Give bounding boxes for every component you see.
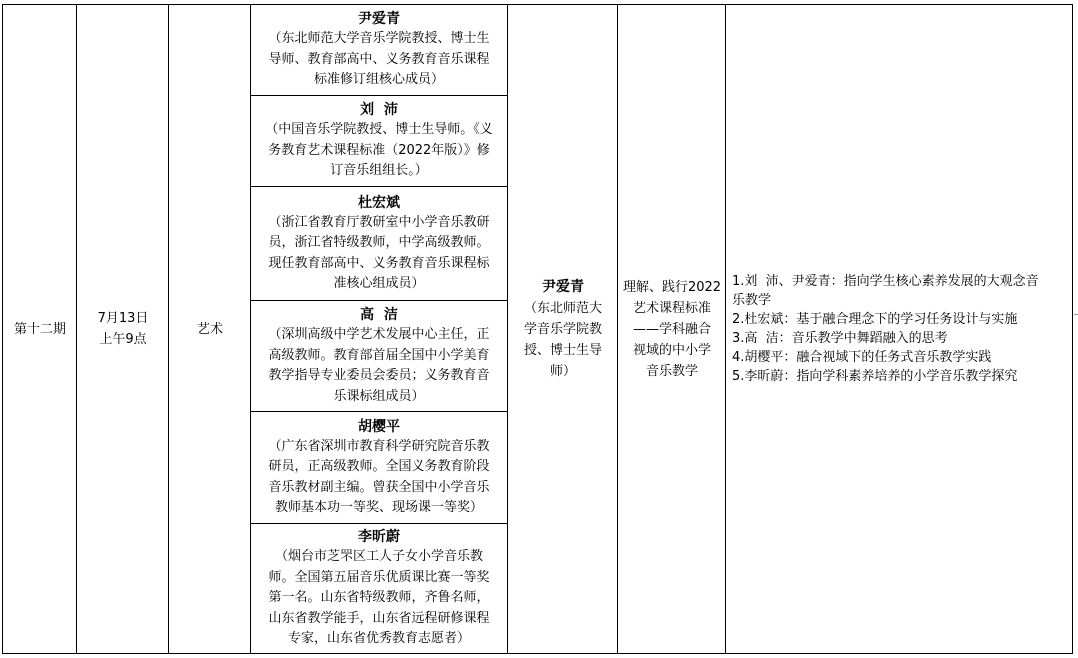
- expert-entry: [250, 96, 508, 187]
- topics-list: [732, 272, 1039, 386]
- host-desc-line: 授、博士生导: [523, 342, 602, 358]
- expert-desc-line: （浙江省教育厅教研室中小学音乐教研: [268, 214, 490, 230]
- expert-desc-line: 员，浙江省特级教师，中学高级教师。: [268, 235, 490, 250]
- host-name: 尹爱青: [541, 278, 584, 295]
- expert-desc-line: 准核心组成员）: [333, 276, 425, 291]
- host-cell: [507, 4, 618, 654]
- subject-label: 艺术: [196, 321, 223, 337]
- theme-line: 音乐教学: [645, 363, 698, 379]
- schedule-table: [2, 4, 1073, 654]
- experts-column: [250, 4, 508, 654]
- expert-desc-line: 专家，山东省优秀教育志愿者）: [287, 631, 470, 647]
- expert-entry: [250, 187, 508, 301]
- expert-desc-line: 订音乐组组长。）: [330, 163, 428, 179]
- subject-cell: [168, 4, 251, 654]
- expert-entry: [250, 524, 508, 654]
- theme-line: ——学科融合: [632, 321, 711, 337]
- expert-desc-line: 研员，正高级教师。全国义务教育阶段: [268, 459, 490, 474]
- expert-desc-line: 务教育艺术课程标准（2022年版）》修: [268, 142, 490, 158]
- expert-entry: [250, 412, 508, 524]
- expert-desc-line: 教学指导专业委员会委员；义务教育音: [268, 368, 490, 383]
- expert-desc-line: （广东省深圳市教育科学研究院音乐教: [268, 438, 490, 454]
- expert-name: 尹爱青: [358, 11, 400, 28]
- expert-desc-line: 教师基本功一等奖、现场课一等奖）: [274, 500, 483, 515]
- topic-line: 3.高 洁：音乐教学中舞蹈融入的思考: [732, 331, 948, 346]
- topic-line: 1.刘 沛、尹爱青：指向学生核心素养发展的大观念音: [732, 274, 1039, 289]
- topic-line: 4.胡樱平：融合视域下的任务式音乐教学实践: [732, 350, 992, 365]
- expert-name: 高 洁: [360, 307, 398, 323]
- expert-desc-line: 音乐教材副主编。曾获全国中小学音乐: [268, 479, 490, 495]
- period-label: 第十二期: [13, 321, 66, 337]
- expert-name: 胡樱平: [358, 418, 400, 435]
- host-desc-line: 学音乐学院教: [523, 321, 602, 337]
- theme-line: 艺术课程标准: [632, 300, 711, 316]
- edge-marker: [1074, 314, 1078, 315]
- expert-desc-line: （中国音乐学院教授、博士生导师。《义: [265, 122, 493, 138]
- expert-desc-line: 山东省教学能手，山东省远程研修课程: [268, 610, 490, 626]
- expert-name: 李昕蔚: [358, 529, 400, 546]
- topic-line: 2.杜宏斌：基于融合理念下的学习任务设计与实施: [732, 312, 1018, 327]
- expert-entry: [250, 4, 508, 96]
- expert-entry: [250, 301, 508, 412]
- theme-line: 视域的中小学: [632, 342, 711, 358]
- expert-name: 杜宏斌: [358, 194, 400, 211]
- expert-desc-line: 导师、教育部高中、义务教育音乐课程: [268, 51, 490, 67]
- topics-cell: [725, 4, 1073, 654]
- expert-desc-line: 师。全国第五届音乐优质课比赛一等奖: [268, 569, 490, 585]
- expert-desc-line: 乐课标组成员）: [333, 388, 425, 404]
- topic-line: 乐教学: [732, 293, 772, 308]
- time-cell: [76, 4, 169, 654]
- expert-name: 刘 沛: [360, 102, 398, 119]
- host-desc-line: （东北师范大: [523, 300, 602, 316]
- period-cell: [2, 4, 77, 654]
- host-desc-line: 师）: [549, 363, 576, 379]
- expert-desc-line: 现任教育部高中、义务教育音乐课程标: [268, 255, 490, 271]
- theme-cell: [617, 4, 726, 654]
- topic-line: 5.李昕蔚：指向学科素养培养的小学音乐教学探究: [732, 369, 1018, 384]
- theme-line: 理解、践行2022: [622, 279, 722, 295]
- hour-label: 上午9点: [99, 332, 147, 347]
- expert-desc-line: 标准修订组核心成员）: [313, 72, 444, 88]
- expert-desc-line: 第一名。山东省特级教师，齐鲁名师，: [268, 590, 490, 606]
- expert-desc-line: （东北师范大学音乐学院教授、博士生: [268, 31, 490, 47]
- expert-desc-line: （烟台市芝罘区工人子女小学音乐教: [274, 549, 483, 565]
- date-label: 7月13日: [97, 311, 149, 326]
- expert-desc-line: （深圳高级中学艺术发展中心主任，正: [268, 327, 490, 342]
- expert-desc-line: 高级教师。教育部首届全国中小学美育: [268, 347, 490, 363]
